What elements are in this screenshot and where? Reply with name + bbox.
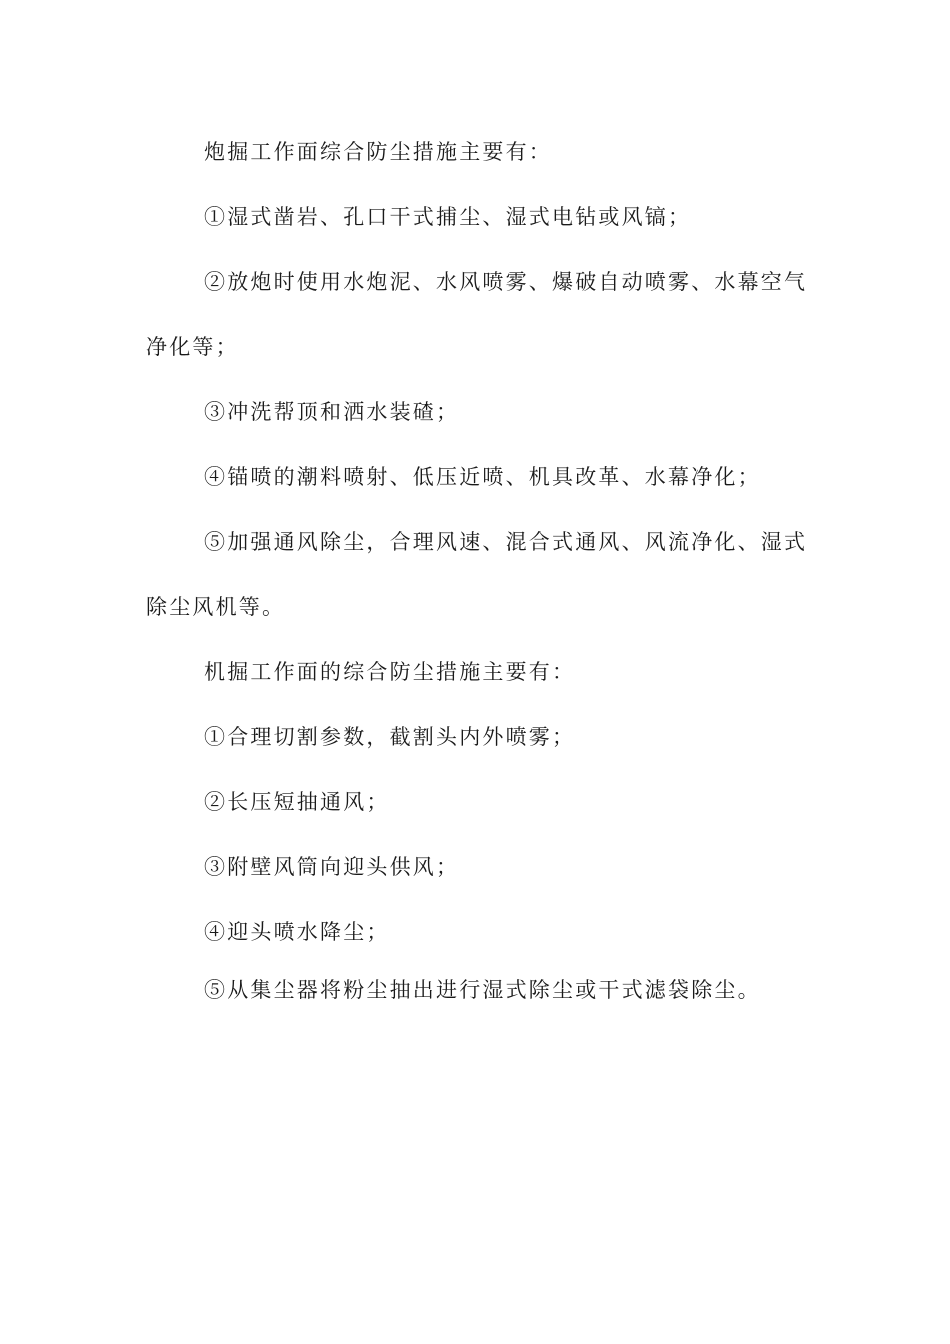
list-item: ①合理切割参数，截割头内外喷雾； — [204, 725, 576, 749]
list-item: ③冲洗帮顶和洒水装碴； — [204, 400, 460, 424]
section-heading-machine: 机掘工作面的综合防尘措施主要有： — [204, 660, 576, 684]
list-item: ⑤加强通风除尘，合理风速、混合式通风、风流净化、湿式除尘风机等。 — [146, 530, 808, 619]
list-item: ④迎头喷水降尘； — [204, 920, 390, 944]
section-heading-blasting: 炮掘工作面综合防尘措施主要有： — [204, 140, 552, 164]
list-item: ②放炮时使用水炮泥、水风喷雾、爆破自动喷雾、水幕空气净化等； — [146, 270, 808, 359]
list-item: ②长压短抽通风； — [204, 790, 390, 814]
list-item: ④锚喷的潮料喷射、低压近喷、机具改革、水幕净化； — [204, 465, 761, 489]
list-item: ⑤从集尘器将粉尘抽出进行湿式除尘或干式滤袋除尘。 — [204, 978, 761, 1002]
list-item: ①湿式凿岩、孔口干式捕尘、湿式电钻或风镐； — [204, 205, 692, 229]
list-item: ③附壁风筒向迎头供风； — [204, 855, 460, 879]
